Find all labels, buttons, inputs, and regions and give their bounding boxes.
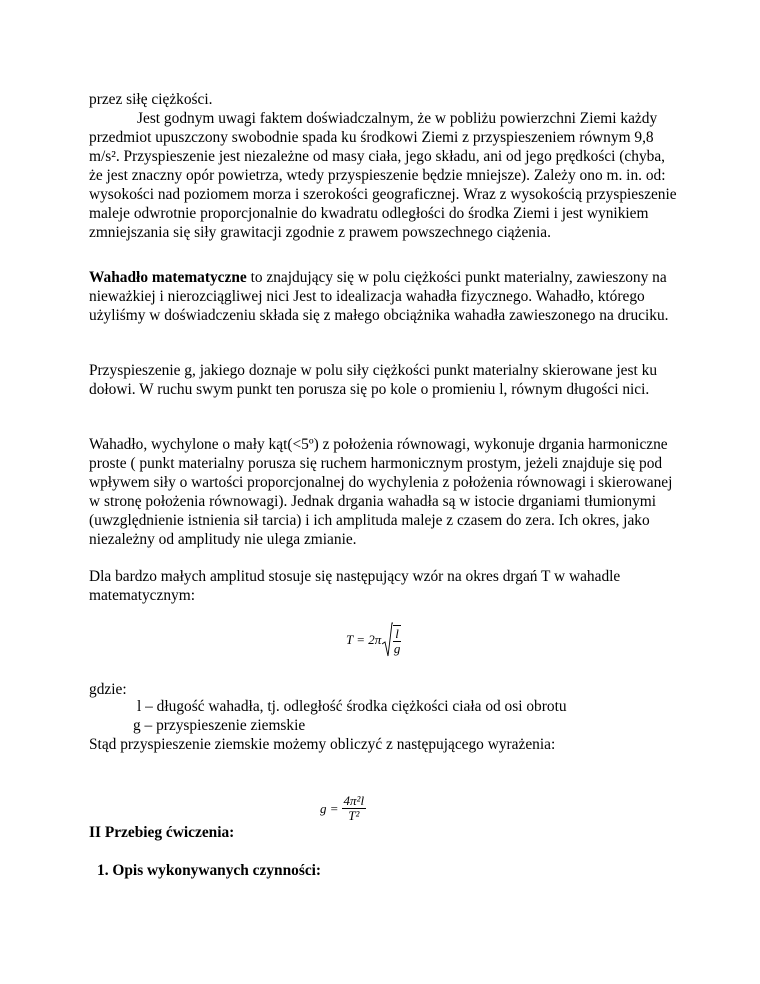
paragraph-gravity-intro: przez siłę ciężkości. (89, 91, 213, 108)
formula-gravity-lhs: g = (320, 800, 339, 816)
formula-gravity-denominator: T² (348, 808, 360, 823)
paragraph-pendulum-definition (89, 268, 679, 325)
sqrt-symbol-icon (381, 622, 393, 658)
paragraph-acceleration-g: Przyspieszenie g, jakiego doznaje w polu siły ciężkości punkt materialny skierowane jest ku dołowi. W ruchu swym punkt ten porusza się po kole o promieniu l, równym długości nici. (89, 362, 658, 398)
term-wahadlo-matematyczne: Wahadło matematyczne (89, 269, 247, 286)
definition-g: g – przyspieszenie ziemskie (133, 717, 306, 734)
paragraph-harmonic-motion: Wahadło, wychylone o mały kąt(<5º) z położenia równowagi, wykonuje drgania harmoniczne proste ( punkt materialny porusza się ruchem harmonicznym prostym, jeżeli znajduje się pod wpływem siły o wartości proporcjonalnej do wychylenia z położenia równowagi i skierowanej w stronę położenia równowagi). Jednak drgania wahadła są w istocie drganiami tłumionymi (uwzględnienie istnienia sił tarcia) i ich amplituda maleje z czasem do zera. Ich okres, jako niezależny od amplitudy nie ulega zmianie. (89, 436, 673, 548)
label-gdzie: gdzie: (89, 681, 127, 698)
formula-gravity (320, 794, 366, 823)
formula-period-lhs: T = 2π (346, 632, 382, 647)
formula-gravity-numerator: 4π²l (343, 793, 365, 808)
paragraph-g-expression-intro: Stąd przyspieszenie ziemskie możemy obliczyć z następującego wyrażenia: (89, 736, 556, 753)
formula-period-fraction (393, 625, 401, 656)
formula-period-numerator: l (395, 625, 399, 641)
definition-text: to znajdujący się w polu ciężkości punkt materialny, zawieszony na nieważkiej i nierozciągliwej nici Jest to idealizacja wahadła fizycznego. Wahadło, którego użyliśmy w doświadczeniu składa się z małego obciążnika wahadła zawieszonego na druciku. (89, 269, 669, 324)
formula-period-denominator: g (393, 640, 401, 656)
paragraph-free-fall: Jest godnym uwagi faktem doświadczalnym, że w pobliżu powierzchni Ziemi każdy przedmiot upuszczony swobodnie spada ku środkowi Ziemi z przyspieszeniem równym 9,8 m/s². Przyspieszenie jest niezależne od masy ciała, jego składu, ani od jego prędkości (chyba, że jest znaczny opór powietrza, wtedy przyspieszenie będzie mniejsze). Zależy ono m. in. od: wysokości nad poziomem morza i szerokości geograficznej. Wraz z wysokością przyspieszenie maleje odwrotnie proporcjonalnie do kwadratu odległości do środka Ziemi i jest wynikiem zmniejszania się siły grawitacji zgodnie z prawem powszechnego ciążenia. (89, 110, 677, 241)
formula-gravity-fraction (342, 794, 367, 823)
section-heading-przebieg: II Przebieg ćwiczenia: (89, 824, 235, 841)
paragraph-period-formula-intro: Dla bardzo małych amplitud stosuje się następujący wzór na okres drgań T w wahadle matematycznym: (89, 568, 621, 604)
definition-l: l – długość wahadła, tj. odległość środka ciężkości ciała od osi obrotu (137, 698, 567, 715)
formula-period (346, 622, 401, 658)
subsection-heading-opis: 1. Opis wykonywanych czynności: (97, 862, 322, 879)
